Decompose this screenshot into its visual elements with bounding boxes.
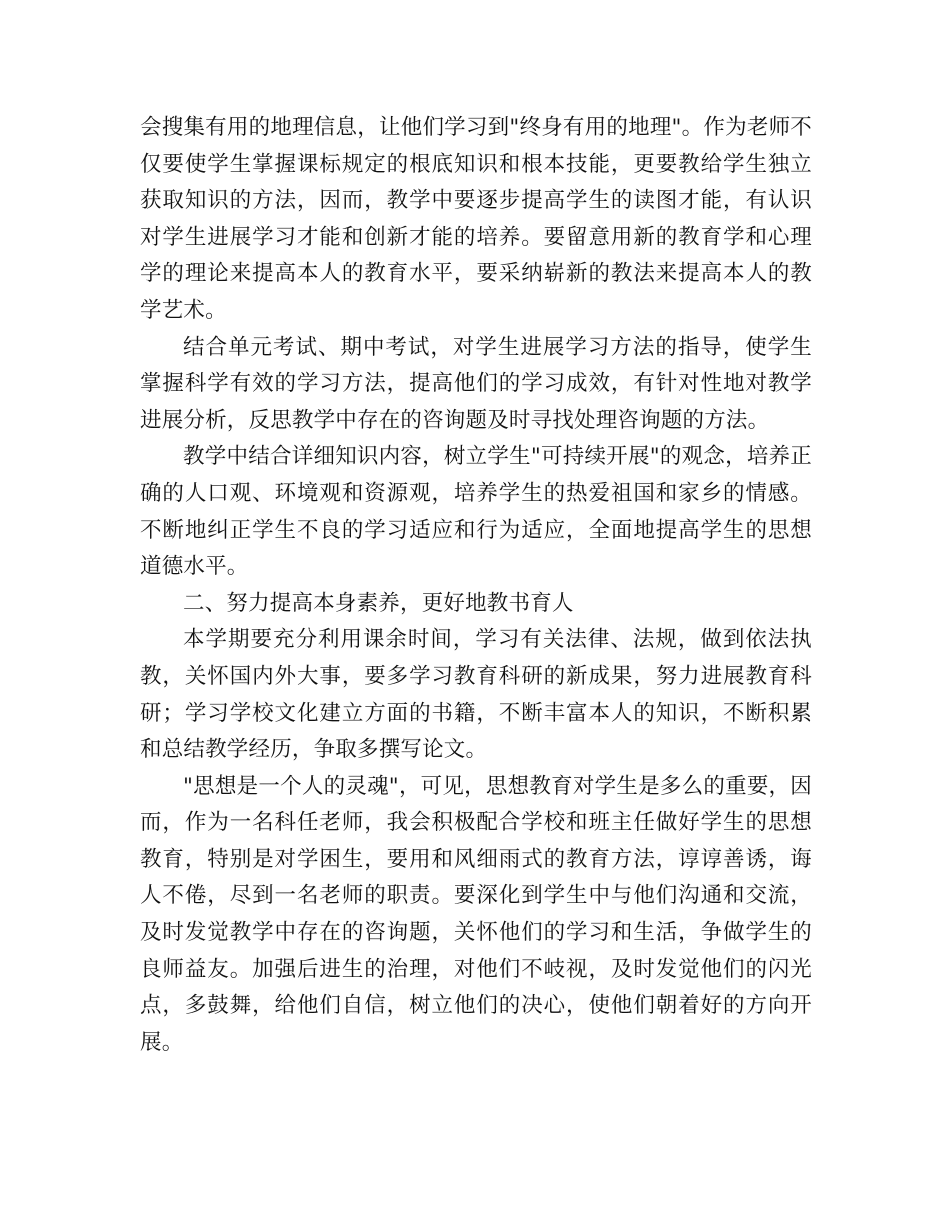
paragraph-3: 教学中结合详细知识内容，树立学生"可持续开展"的观念，培养正确的人口观、环境观和资源观，培养学生的热爱祖国和家乡的情感。不断地纠正学生不良的学习适应和行为适应，全面地提高学生的思想道德水平。 <box>140 444 812 580</box>
paragraph-1: 会搜集有用的地理信息，让他们学习到"终身有用的地理"。作为老师不仅要使学生掌握课标规定的根底知识和根本技能，更要教给学生独立获取知识的方法，因而，教学中要逐步提高学生的读图才能，有认识对学生进展学习才能和创新才能的培养。要留意用新的教育学和心理学的理论来提高本人的教育水平，要采纳崭新的教法来提高本人的教学艺术。 <box>140 115 812 323</box>
paragraph-6: "思想是一个人的灵魂"，可见，思想教育对学生是多么的重要，因而，作为一名科任老师，我会积极配合学校和班主任做好学生的思想教育，特别是对学困生，要用和风细雨式的教育方法，谆谆善诱，诲人不倦，尽到一名老师的职责。要深化到学生中与他们沟通和交流，及时发觉教学中存在的咨询题，关怀他们的学习和生活，争做学生的良师益友。加强后进生的治理，对他们不岐视，及时发觉他们的闪光点，多鼓舞，给他们自信，树立他们的决心，使他们朝着好的方向开展。 <box>140 773 812 1055</box>
section-heading: 二、努力提高本身素养，更好地教书育人 <box>183 590 574 616</box>
paragraph-5: 本学期要充分利用课余时间，学习有关法律、法规，做到依法执教，关怀国内外大事，要多学习教育科研的新成果，努力进展教育科研；学习学校文化建立方面的书籍，不断丰富本人的知识，不断积累和总结教学经历，争取多撰写论文。 <box>140 627 812 763</box>
document-page <box>140 110 812 1061</box>
paragraph-2: 结合单元考试、期中考试，对学生进展学习方法的指导，使学生掌握科学有效的学习方法，提高他们的学习成效，有针对性地对教学进展分析，反思教学中存在的咨询题及时寻找处理咨询题的方法。 <box>140 334 812 433</box>
